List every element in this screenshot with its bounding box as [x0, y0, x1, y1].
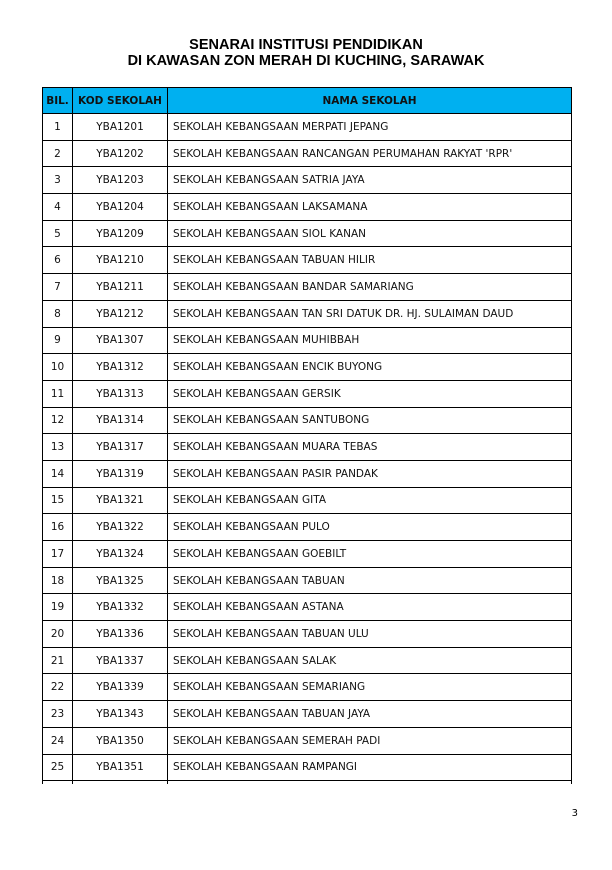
cell-nama-sekolah: SEKOLAH KEBANGSAAN GITA — [168, 487, 572, 514]
cell-kod-sekolah: YBA1209 — [73, 220, 168, 247]
cell-kod-sekolah: YBA1324 — [73, 541, 168, 568]
cell-nama-sekolah: SEKOLAH KEBANGSAAN SALAK — [168, 647, 572, 674]
school-table — [42, 87, 572, 781]
cell-bil: 5 — [43, 220, 73, 247]
cell-bil: 15 — [43, 487, 73, 514]
table-continuation-line — [72, 781, 73, 784]
cell-kod-sekolah: YBA1351 — [73, 754, 168, 781]
document-title-line2: DI KAWASAN ZON MERAH DI KUCHING, SARAWAK — [127, 53, 485, 69]
cell-bil: 6 — [43, 247, 73, 274]
cell-bil: 24 — [43, 727, 73, 754]
table-row — [43, 674, 572, 701]
cell-nama-sekolah: SEKOLAH KEBANGSAAN PULO — [168, 514, 572, 541]
cell-nama-sekolah: SEKOLAH KEBANGSAAN ENCIK BUYONG — [168, 354, 572, 381]
cell-nama-sekolah: SEKOLAH KEBANGSAAN GOEBILT — [168, 541, 572, 568]
header-nama-sekolah: NAMA SEKOLAH — [168, 88, 572, 114]
page-number: 3 — [571, 808, 578, 819]
cell-bil: 23 — [43, 701, 73, 728]
table-continuation-line — [571, 781, 572, 784]
cell-bil: 3 — [43, 167, 73, 194]
cell-nama-sekolah: SEKOLAH KEBANGSAAN BANDAR SAMARIANG — [168, 274, 572, 301]
cell-bil: 2 — [43, 140, 73, 167]
header-kod-sekolah: KOD SEKOLAH — [73, 88, 168, 114]
cell-kod-sekolah: YBA1201 — [73, 114, 168, 141]
table-row — [43, 114, 572, 141]
cell-bil: 21 — [43, 647, 73, 674]
table-row — [43, 647, 572, 674]
cell-kod-sekolah: YBA1314 — [73, 407, 168, 434]
cell-nama-sekolah: SEKOLAH KEBANGSAAN TABUAN HILIR — [168, 247, 572, 274]
cell-bil: 8 — [43, 300, 73, 327]
cell-nama-sekolah: SEKOLAH KEBANGSAAN MUHIBBAH — [168, 327, 572, 354]
document-title-line1: SENARAI INSTITUSI PENDIDIKAN — [189, 37, 423, 53]
cell-nama-sekolah: SEKOLAH KEBANGSAAN SEMERAH PADI — [168, 727, 572, 754]
table-row — [43, 754, 572, 781]
cell-kod-sekolah: YBA1343 — [73, 701, 168, 728]
cell-bil: 13 — [43, 434, 73, 461]
cell-nama-sekolah: SEKOLAH KEBANGSAAN GERSIK — [168, 380, 572, 407]
cell-kod-sekolah: YBA1312 — [73, 354, 168, 381]
cell-nama-sekolah: SEKOLAH KEBANGSAAN RANCANGAN PERUMAHAN RAKYAT 'RPR' — [168, 140, 572, 167]
table-row — [43, 327, 572, 354]
table-row — [43, 434, 572, 461]
cell-kod-sekolah: YBA1319 — [73, 460, 168, 487]
cell-bil: 25 — [43, 754, 73, 781]
cell-kod-sekolah: YBA1339 — [73, 674, 168, 701]
cell-kod-sekolah: YBA1322 — [73, 514, 168, 541]
cell-nama-sekolah: SEKOLAH KEBANGSAAN SEMARIANG — [168, 674, 572, 701]
table-row — [43, 594, 572, 621]
cell-bil: 19 — [43, 594, 73, 621]
table-continuation-line — [42, 781, 43, 784]
table-row — [43, 247, 572, 274]
table-row — [43, 380, 572, 407]
cell-nama-sekolah: SEKOLAH KEBANGSAAN SANTUBONG — [168, 407, 572, 434]
cell-kod-sekolah: YBA1307 — [73, 327, 168, 354]
cell-kod-sekolah: YBA1336 — [73, 621, 168, 648]
cell-bil: 4 — [43, 194, 73, 221]
cell-bil: 10 — [43, 354, 73, 381]
cell-nama-sekolah: SEKOLAH KEBANGSAAN ASTANA — [168, 594, 572, 621]
cell-kod-sekolah: YBA1203 — [73, 167, 168, 194]
cell-kod-sekolah: YBA1332 — [73, 594, 168, 621]
cell-kod-sekolah: YBA1350 — [73, 727, 168, 754]
table-row — [43, 407, 572, 434]
table-row — [43, 514, 572, 541]
cell-bil: 14 — [43, 460, 73, 487]
cell-nama-sekolah: SEKOLAH KEBANGSAAN LAKSAMANA — [168, 194, 572, 221]
table-row — [43, 354, 572, 381]
cell-kod-sekolah: YBA1321 — [73, 487, 168, 514]
cell-bil: 18 — [43, 567, 73, 594]
cell-bil: 16 — [43, 514, 73, 541]
cell-nama-sekolah: SEKOLAH KEBANGSAAN SIOL KANAN — [168, 220, 572, 247]
table-row — [43, 487, 572, 514]
table-row — [43, 220, 572, 247]
cell-kod-sekolah: YBA1212 — [73, 300, 168, 327]
cell-kod-sekolah: YBA1210 — [73, 247, 168, 274]
table-row — [43, 300, 572, 327]
table-row — [43, 621, 572, 648]
cell-kod-sekolah: YBA1313 — [73, 380, 168, 407]
cell-kod-sekolah: YBA1325 — [73, 567, 168, 594]
cell-kod-sekolah: YBA1204 — [73, 194, 168, 221]
table-row — [43, 460, 572, 487]
cell-bil: 20 — [43, 621, 73, 648]
cell-kod-sekolah: YBA1202 — [73, 140, 168, 167]
cell-kod-sekolah: YBA1337 — [73, 647, 168, 674]
cell-nama-sekolah: SEKOLAH KEBANGSAAN PASIR PANDAK — [168, 460, 572, 487]
cell-kod-sekolah: YBA1317 — [73, 434, 168, 461]
cell-bil: 17 — [43, 541, 73, 568]
cell-bil: 11 — [43, 380, 73, 407]
table-row — [43, 140, 572, 167]
cell-nama-sekolah: SEKOLAH KEBANGSAAN TABUAN ULU — [168, 621, 572, 648]
cell-bil: 7 — [43, 274, 73, 301]
table-row — [43, 727, 572, 754]
cell-bil: 9 — [43, 327, 73, 354]
table-row — [43, 274, 572, 301]
cell-kod-sekolah: YBA1211 — [73, 274, 168, 301]
cell-bil: 1 — [43, 114, 73, 141]
cell-nama-sekolah: SEKOLAH KEBANGSAAN TABUAN JAYA — [168, 701, 572, 728]
table-body — [43, 114, 572, 781]
table-row — [43, 167, 572, 194]
cell-nama-sekolah: SEKOLAH KEBANGSAAN RAMPANGI — [168, 754, 572, 781]
table-row — [43, 194, 572, 221]
cell-nama-sekolah: SEKOLAH KEBANGSAAN TAN SRI DATUK DR. HJ. SULAIMAN DAUD — [168, 300, 572, 327]
cell-nama-sekolah: SEKOLAH KEBANGSAAN MUARA TEBAS — [168, 434, 572, 461]
cell-nama-sekolah: SEKOLAH KEBANGSAAN SATRIA JAYA — [168, 167, 572, 194]
table-row — [43, 701, 572, 728]
cell-bil: 22 — [43, 674, 73, 701]
cell-nama-sekolah: SEKOLAH KEBANGSAAN MERPATI JEPANG — [168, 114, 572, 141]
cell-nama-sekolah: SEKOLAH KEBANGSAAN TABUAN — [168, 567, 572, 594]
table-continuation-line — [167, 781, 168, 784]
table-header-row — [43, 88, 572, 114]
table-row — [43, 567, 572, 594]
table-row — [43, 541, 572, 568]
cell-bil: 12 — [43, 407, 73, 434]
header-bil: BIL. — [43, 88, 73, 114]
